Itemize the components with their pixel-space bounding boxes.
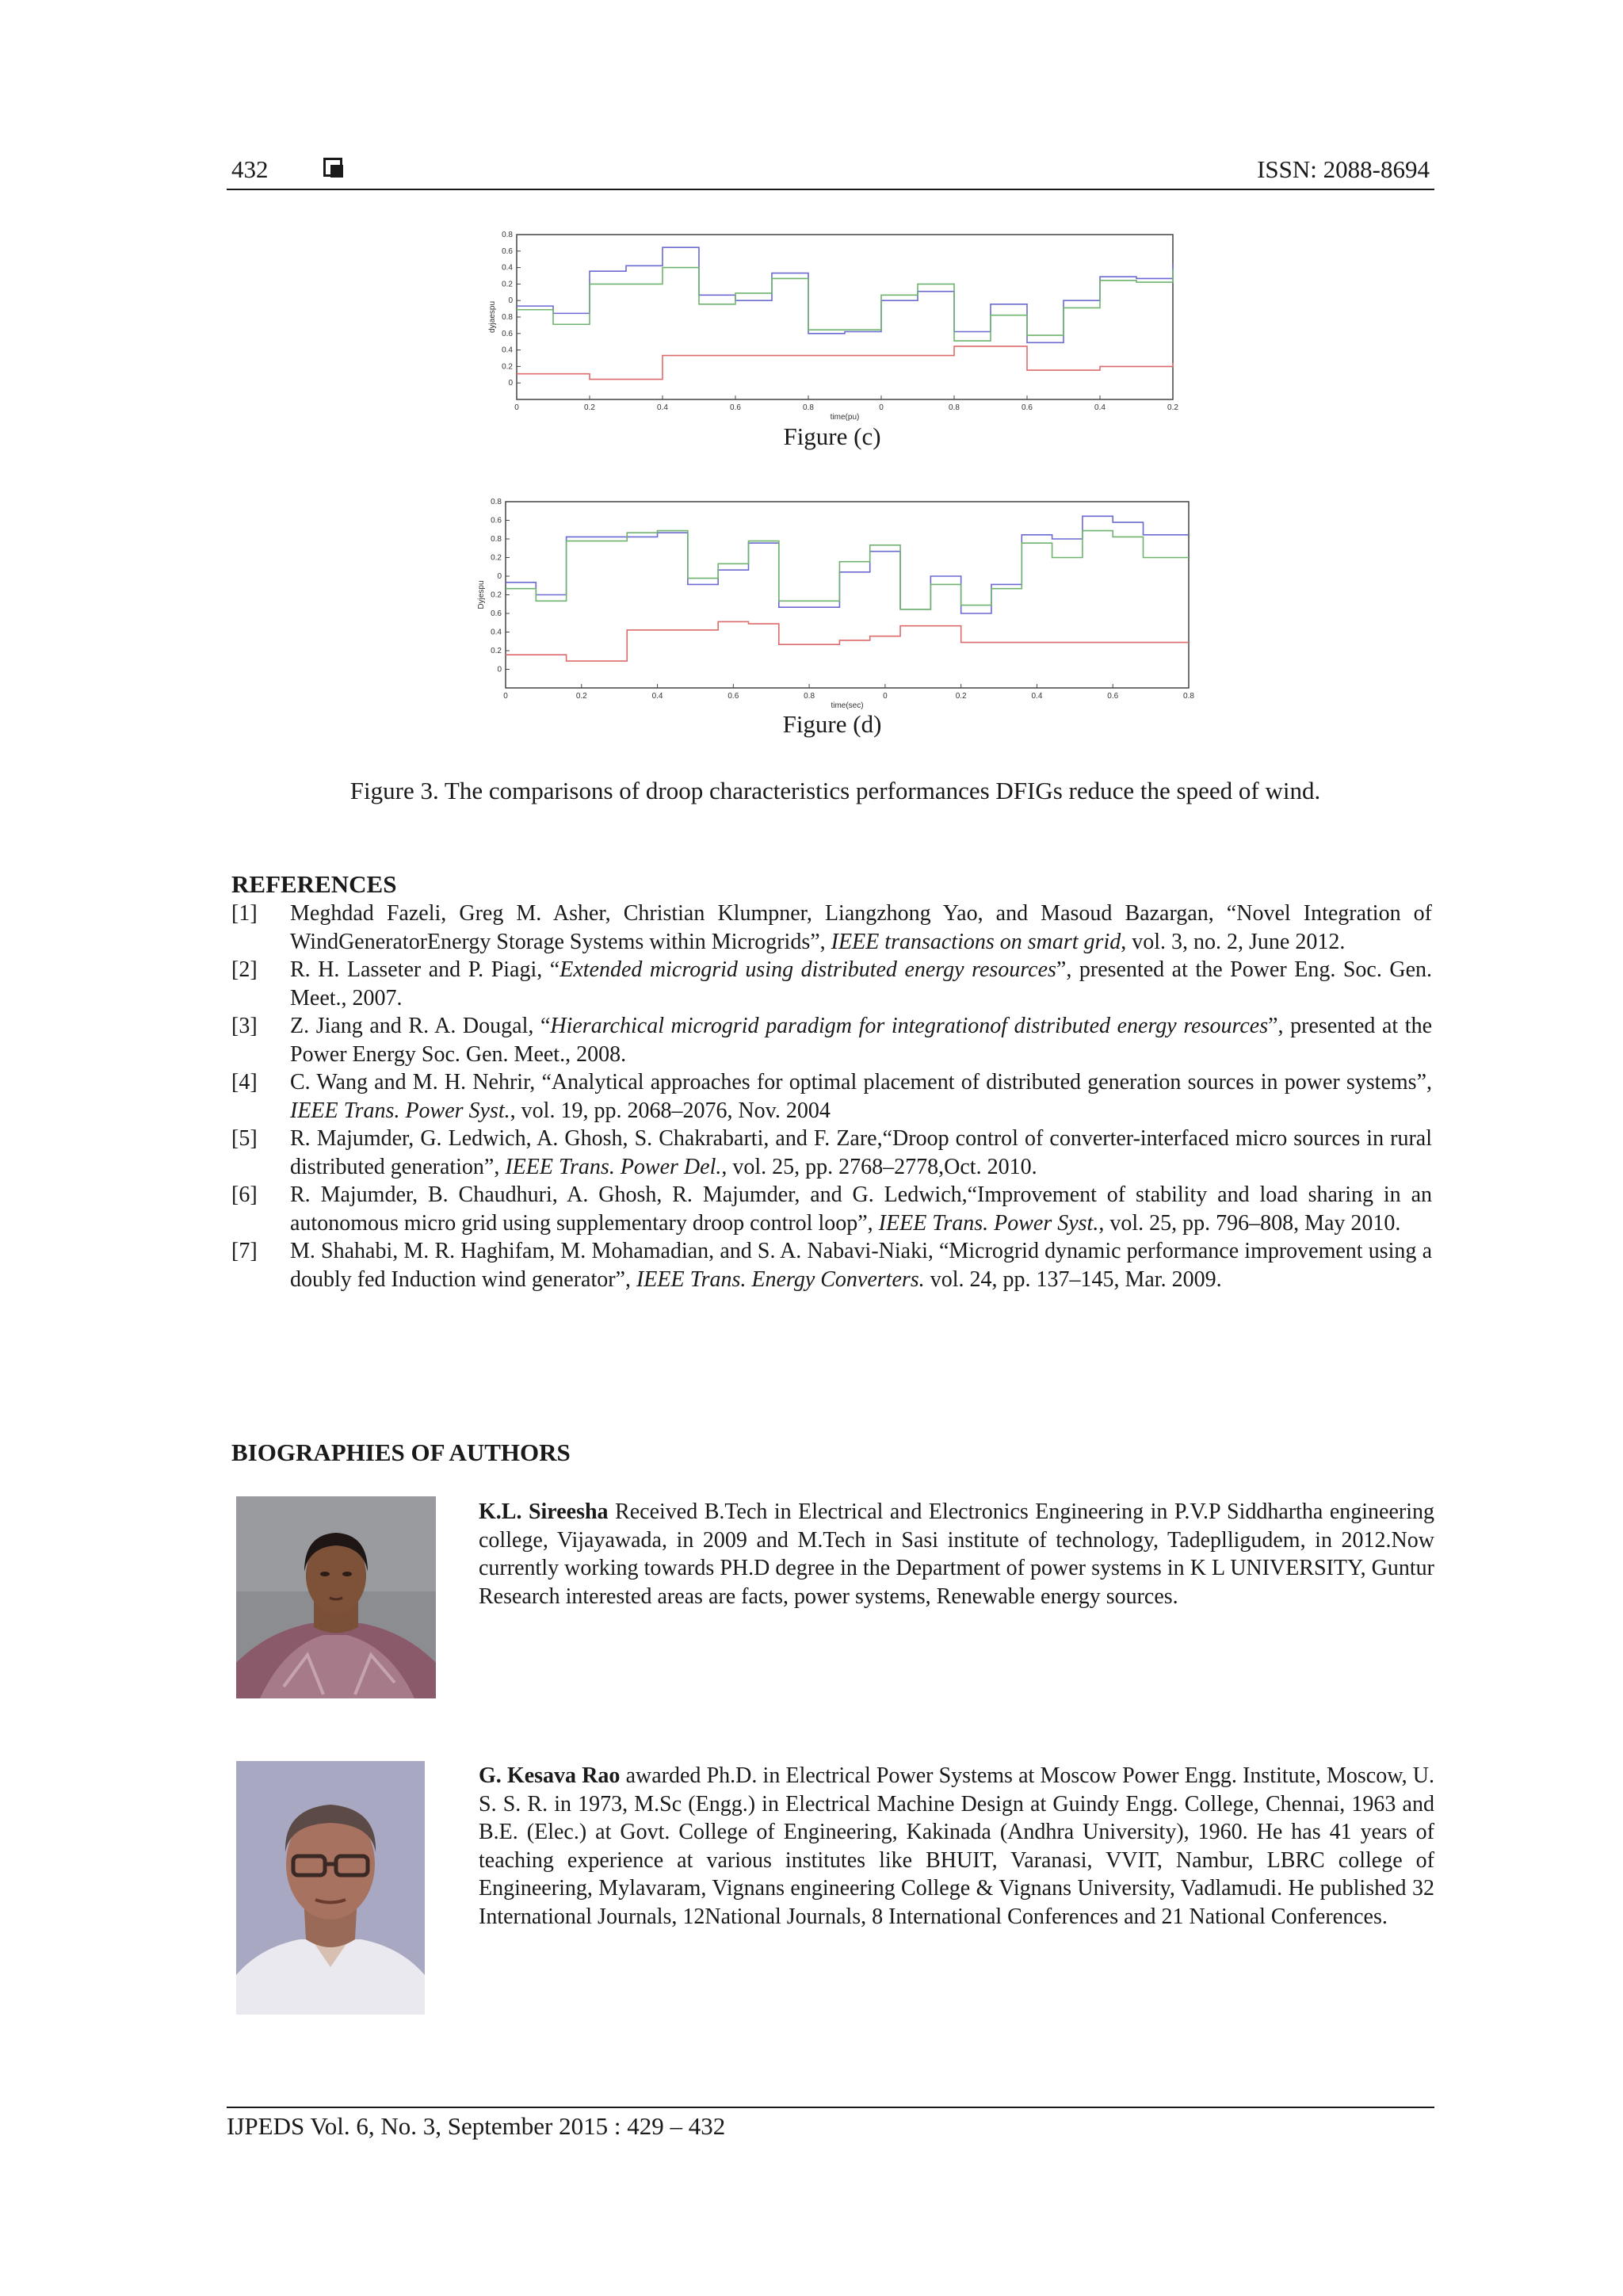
footer-rule	[227, 2107, 1434, 2108]
author-name: K.L. Sireesha	[479, 1499, 609, 1524]
figure-d-y-tick-label: 0.8	[491, 535, 502, 544]
reference-text	[290, 1181, 1432, 1237]
reference-text-part: R. Majumder, G. Ledwich, A. Ghosh, S. Chakrabarti, and F. Zare,“Droop control of converter-interfaced micro sources in rural distributed generation”,	[290, 1126, 1432, 1179]
reference-number: [7]	[231, 1239, 258, 1263]
figure-c-y-tick-label: 0.6	[502, 246, 513, 256]
author-photo-sireesha	[236, 1496, 436, 1698]
figure-d-x-tick-label: 0.2	[955, 692, 967, 701]
reference-text	[290, 1068, 1432, 1125]
reference-text-part: R. H. Lasseter and P. Piagi, “	[290, 957, 560, 982]
author-portrait-1	[236, 1496, 436, 1698]
reference-text-part: , vol. 25, pp. 796–808, May 2010.	[1098, 1210, 1401, 1236]
reference-number: [1]	[231, 901, 258, 926]
biography-sireesha	[479, 1498, 1434, 1610]
reference-text	[290, 1237, 1432, 1293]
figure-d-y-tick-label: 0.2	[491, 590, 502, 600]
figure-c-x-tick-label: 0.8	[803, 403, 814, 412]
reference-title: Extended microgrid using distributed energy resources	[559, 957, 1056, 982]
figure-c-plot-area	[517, 235, 1173, 399]
figure-d-y-tick-label: 0	[497, 572, 502, 581]
figure-c-x-tick-label: 0.8	[949, 403, 960, 412]
figure-c-x-tick-label: 0.4	[1094, 403, 1106, 412]
figure-c-x-tick-label: 0.6	[1022, 403, 1033, 412]
reference-item	[231, 1237, 1432, 1293]
figure-c-y-tick-label: 0.4	[502, 346, 513, 355]
figure-c-x-tick-label: 0.6	[730, 403, 741, 412]
figure-c-y-tick-label: 0	[508, 379, 513, 388]
reference-text-part: R. Majumder, B. Chaudhuri, A. Ghosh, R. Majumder, and G. Ledwich,“Improvement of stability and load sharing in an autonomous micro grid using supplementary droop control loop”,	[290, 1182, 1432, 1236]
figure-d-x-tick-label: 0	[883, 692, 888, 701]
figure-d-x-tick-label: 0.6	[1107, 692, 1119, 701]
figure-c-y-tick-label: 0.8	[502, 313, 513, 322]
figure-d-label: Figure (d)	[782, 710, 882, 738]
figure-d-y-tick-label: 0	[497, 665, 502, 674]
reference-text	[290, 1012, 1432, 1068]
figure-c-x-tick-label: 0.4	[657, 403, 668, 412]
figure-d-x-tick-label: 0.4	[651, 692, 663, 701]
reference-journal: IEEE transactions on smart grid	[831, 929, 1121, 954]
figure-d-x-tick-label: 0.4	[1031, 692, 1043, 701]
figure-c-y-tick-label: 0.2	[502, 362, 513, 372]
reference-number: [6]	[231, 1182, 258, 1207]
reference-text-part: , vol. 3, no. 2, June 2012.	[1121, 929, 1346, 954]
figure-d-y-tick-label: 0.6	[491, 609, 502, 618]
figure-c-x-axis-label: time(pu)	[830, 413, 860, 422]
reference-text-part: ”, presented at the Power Eng. Soc. Gen. Meet., 2007.	[290, 957, 1433, 1010]
figure-d-x-tick-label: 0	[503, 692, 508, 701]
reference-text-part: C. Wang and M. H. Nehrir, “Analytical approaches for optimal placement of distributed generation sources in power systems”,	[290, 1070, 1432, 1095]
figure-c-x-tick-label: 0	[879, 403, 884, 412]
reference-item	[231, 956, 1432, 1012]
reference-text-part: M. Shahabi, M. R. Haghifam, M. Mohamadian, and S. A. Nabavi-Niaki, “Microgrid dynamic performance improvement using a doubly fed Induction wind generator”,	[290, 1239, 1432, 1292]
header-rule	[227, 189, 1434, 190]
figure-c-y-tick-label: 0.4	[502, 263, 513, 273]
figure-d-x-tick-label: 0.8	[804, 692, 815, 701]
reference-journal: IEEE Trans. Power Syst.	[878, 1210, 1099, 1236]
figure-d-x-tick-label: 0.8	[1183, 692, 1194, 701]
biographies-heading: BIOGRAPHIES OF AUTHORS	[231, 1438, 571, 1466]
figure-d-x-axis-label: time(sec)	[831, 701, 864, 710]
author-photo-kesava-rao	[236, 1761, 425, 2015]
figure-d-y-tick-label: 0.2	[491, 553, 502, 563]
issn: ISSN: 2088-8694	[1257, 155, 1430, 183]
reference-number: [4]	[231, 1070, 258, 1095]
figure-d-plot-area	[506, 502, 1189, 688]
reference-text	[290, 956, 1432, 1012]
figure-c-x-tick-label: 0.2	[584, 403, 595, 412]
reference-title: Hierarchical microgrid paradigm for integrationof distributed energy resources	[550, 1014, 1269, 1038]
reference-journal: IEEE Trans. Power Del.	[505, 1154, 722, 1179]
footer-citation: IJPEDS Vol. 6, No. 3, September 2015 : 429 – 432	[227, 2112, 726, 2140]
figure-c-y-axis-label: dyjaespu	[488, 300, 497, 334]
figure-d-plot	[452, 494, 1212, 708]
figure-d-y-axis-label: Dyjespu	[477, 580, 486, 609]
reference-number: [3]	[231, 1014, 258, 1038]
figure-c-plot	[475, 230, 1189, 420]
references-heading: REFERENCES	[231, 870, 397, 898]
references-list	[231, 900, 1432, 1293]
reference-text-part: , vol. 25, pp. 2768–2778,Oct. 2010.	[721, 1154, 1037, 1179]
reference-journal: IEEE Trans. Power Syst.	[290, 1098, 510, 1123]
figure-d-y-tick-label: 0.8	[491, 498, 502, 506]
figure-d-y-tick-label: 0.4	[491, 628, 502, 637]
figure-c-chart	[475, 230, 1189, 420]
figure-d-x-tick-label: 0.2	[575, 692, 587, 701]
figure-c-y-tick-label: 0.2	[502, 280, 513, 289]
figure-d-x-tick-label: 0.6	[727, 692, 739, 701]
box-icon	[323, 158, 342, 177]
reference-journal: IEEE Trans. Energy Converters.	[636, 1266, 925, 1292]
reference-number: [5]	[231, 1126, 258, 1151]
reference-text-part: Meghdad Fazeli, Greg M. Asher, Christian Klumpner, Liangzhong Yao, and Masoud Bazargan, “Novel Integration of WindGeneratorEnergy Storage Systems within Microgrids”,	[290, 901, 1432, 954]
figure-d-chart	[452, 494, 1212, 708]
reference-item	[231, 1125, 1432, 1181]
reference-text	[290, 1125, 1432, 1181]
reference-number: [2]	[231, 957, 258, 982]
reference-item	[231, 900, 1432, 956]
reference-text	[290, 900, 1432, 956]
author-bio-text: Received B.Tech in Electrical and Electronics Engineering in P.V.P Siddhartha engineering college, Vijayawada, in 2009 and M.Tech in Sasi institute of technology, Tadeplligudem, in 2012.Now currently working towards PH.D degree in the Department of power systems in K L UNIVERSITY, Guntur Research interested areas are facts, power systems, Renewable energy sources.	[479, 1499, 1434, 1609]
figure-d-y-tick-label: 0.6	[491, 516, 502, 525]
figure-c-y-tick-label: 0.8	[502, 231, 513, 239]
figure-c-y-tick-label: 0	[508, 296, 513, 306]
figure-caption: Figure 3. The comparisons of droop characteristics performances DFIGs reduce the speed of wind.	[349, 777, 1321, 804]
author-bio-text: awarded Ph.D. in Electrical Power Systems at Moscow Power Engg. Institute, Moscow, U. S. S. R. in 1973, M.Sc (Engg.) in Electrical Machine Design at Guindy Engg. College, Chennai, 1963 and B.E. (Elec.) at Govt. College of Engineering, Kakinada (Andhra University), 1960. He has 41 years of teaching experience at various institutes like BHUIT, Varanasi, VVIT, Nambur, LBRC college of Engineering, Mylavaram, Vignans engineering College & Vignans University, Vadlamudi. He published 32 International Journals, 12National Journals, 8 International Conferences and 21 National Conferences.	[479, 1763, 1434, 1929]
reference-item	[231, 1181, 1432, 1237]
reference-text-part: Z. Jiang and R. A. Dougal, “	[290, 1014, 551, 1038]
reference-text-part: vol. 24, pp. 137–145, Mar. 2009.	[924, 1266, 1222, 1292]
reference-text-part: , vol. 19, pp. 2068–2076, Nov. 2004	[510, 1098, 831, 1123]
reference-item	[231, 1068, 1432, 1125]
biography-kesava-rao	[479, 1762, 1434, 1931]
figure-d-y-tick-label: 0.2	[491, 647, 502, 655]
figure-c-y-tick-label: 0.6	[502, 329, 513, 338]
figure-c-x-tick-label: 0.2	[1167, 403, 1178, 412]
author-portrait-2	[236, 1761, 425, 2015]
figure-c-label: Figure (c)	[783, 422, 881, 450]
page-number: 432	[231, 155, 269, 183]
reference-text-part: ”, presented at the Power Energy Soc. Gen. Meet., 2008.	[290, 1014, 1432, 1067]
figure-c-x-tick-label: 0	[514, 403, 519, 412]
reference-item	[231, 1012, 1432, 1068]
author-name: G. Kesava Rao	[479, 1763, 621, 1788]
